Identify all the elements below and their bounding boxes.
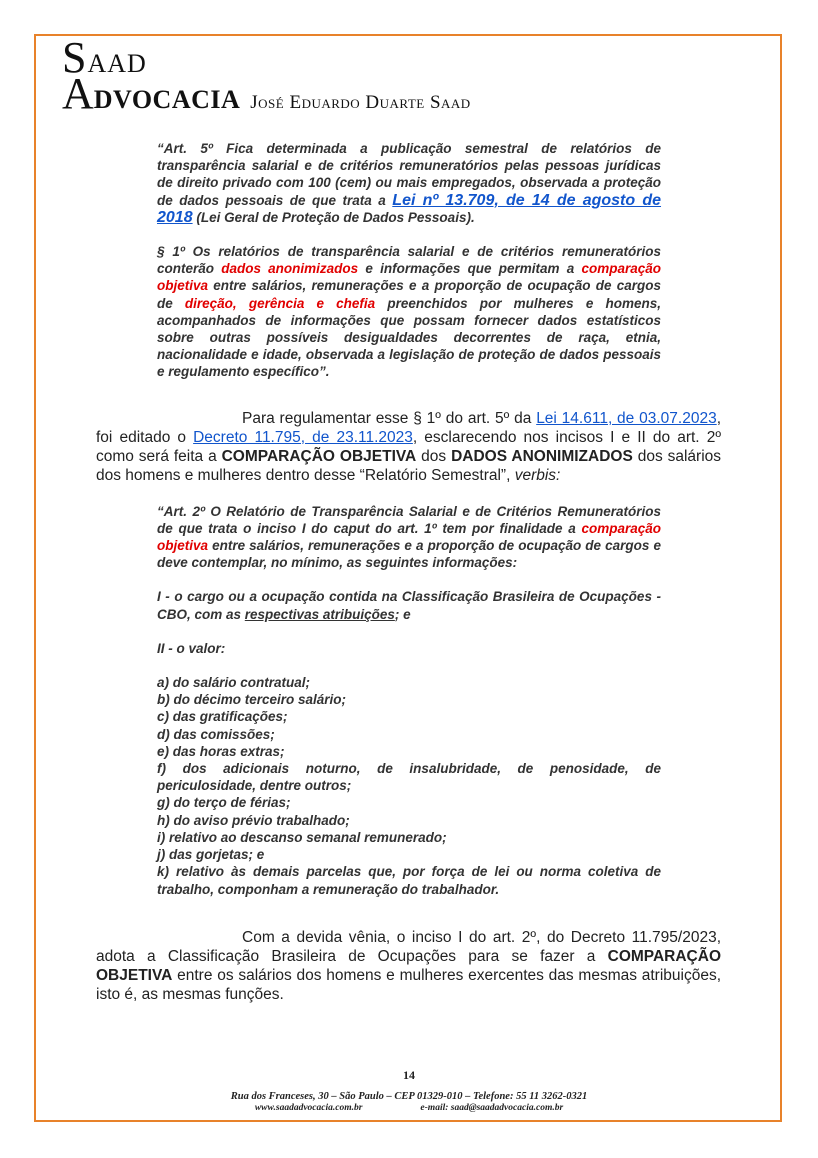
footer-contacts [0, 1103, 818, 1113]
quote-text: entre salários, remunerações e a proporção de ocupação de cargos e deve contemplar, no mínimo, as seguintes informações: [157, 538, 661, 571]
logo-letter-a: A [62, 69, 94, 118]
highlight-direcao-gerencia-chefia: direção, gerência e chefia [184, 295, 376, 311]
body-text: dos [416, 447, 452, 465]
footer-address: Rua dos Franceses, 30 – São Paulo – CEP 01329-010 – Telefone: 55 11 3262-0321 [230, 1091, 588, 1102]
letterhead [62, 33, 662, 118]
footer-email[interactable]: e-mail: saad@saadadvocacia.com.br [420, 1103, 564, 1113]
inciso-ii: II - o valor: [157, 640, 226, 656]
body-text: entre os salários dos homens e mulheres exercentes das mesmas atribuições, isto é, as mesmas funções. [96, 966, 721, 1003]
page-footer [0, 1068, 818, 1113]
quote-art5-caput [157, 140, 661, 226]
quote-text: “Art. 5º Fica determinada a publicação semestral de relatórios de transparência salarial e de critérios remuneratórios pelas pessoas jurídicas de direito privado com 100 (cem) ou mais empregados, observada a proteção de dados pessoais de que trata a [157, 141, 661, 208]
quote-art5 [157, 140, 661, 381]
body-text: Para regulamentar esse § 1º do art. 5º da [242, 409, 537, 427]
list-item: a) do salário contratual; [157, 675, 311, 691]
inciso-i [157, 588, 661, 622]
footer-website[interactable]: www.saadadvocacia.com.br [254, 1103, 363, 1113]
list-item: b) do décimo terceiro salário; [157, 692, 347, 708]
highlight-dados-anonimizados: dados anonimizados [221, 261, 359, 277]
page-number: 14 [403, 1068, 415, 1082]
highlight-comparacao-objetiva: comparação objetiva [157, 261, 661, 294]
bold-dados-anonimizados: DADOS ANONIMIZADOS [451, 447, 633, 465]
lei-14611-link[interactable]: Lei 14.611, de 03.07.2023 [536, 409, 717, 427]
quote-art2-caput [157, 503, 661, 572]
quote-text: e informações que permitam a [358, 261, 582, 277]
list-item: j) das gorjetas; e [157, 847, 265, 863]
list-item: d) das comissões; [157, 726, 275, 742]
list-item: c) das gratificações; [157, 709, 288, 725]
list-item: e) das horas extras; [157, 743, 285, 759]
document-body [96, 140, 721, 1022]
quote-text: (Lei Geral de Proteção de Dados Pessoais). [192, 209, 475, 225]
body-text: , esclarecendo nos incisos I e II do art. 2º como será feita a [96, 428, 721, 465]
bold-comparacao-objetiva-2: COMPARAÇÃO OBJETIVA [96, 947, 721, 984]
lei-13709-link[interactable]: Lei nº 13.709, de 14 de agosto de 2018 [157, 191, 662, 226]
quote-art5-paragraph1 [157, 243, 661, 381]
quote-text: § 1º Os relatórios de transparência salarial e de critérios remuneratórios conterão [157, 244, 661, 277]
verbis: verbis: [514, 466, 561, 484]
logo-bottom-line [62, 68, 471, 119]
logo-letter-s: S [62, 33, 88, 82]
quote-art2 [157, 503, 661, 898]
paragraph-devida-venia [96, 928, 721, 1004]
quote-text: ; e [394, 606, 411, 622]
list-item: g) do terço de férias; [157, 795, 291, 811]
quote-text: I - o cargo ou a ocupação contida na Classificação Brasileira de Ocupações - CBO, com as [157, 589, 661, 622]
body-text: Com a devida vênia, o inciso I do art. 2º, do Decreto 11.795/2023, adota a Classificação Brasileira de Ocupações para se fazer a [96, 928, 721, 965]
paragraph-regulamentar [96, 409, 721, 485]
alineas-list [157, 674, 661, 898]
decreto-11795-link[interactable]: Decreto 11.795, de 23.11.2023 [193, 428, 413, 446]
list-item: h) do aviso prévio trabalhado; [157, 812, 350, 828]
respectivas-atribuicoes: respectivas atribuições [244, 606, 395, 622]
body-text: dos salários dos homens e mulheres dentro desse “Relatório Semestral”, [96, 447, 722, 484]
body-text: , foi editado o [96, 409, 721, 446]
list-item: f) dos adicionais noturno, de insalubridade, de penosidade, de periculosidade, dentre outros; [157, 761, 661, 794]
list-item: i) relativo ao descanso semanal remunerado; [157, 829, 447, 845]
highlight-comparacao-objetiva-2: comparação objetiva [157, 520, 661, 554]
lawyer-name: José Eduardo Duarte Saad [250, 92, 471, 113]
logo-dvocacia: DVOCACIA [93, 85, 241, 114]
quote-text: “Art. 2º O Relatório de Transparência Salarial e de Critérios Remuneratórios de que trata o inciso I do caput do art. 1º tem por finalidade a [157, 503, 661, 536]
logo-aad: AAD [87, 49, 147, 78]
quote-text: preenchidos por mulheres e homens, acompanhados de informações que possam fornecer dados estatísticos sobre outras possíveis desigualdades decorrentes de raça, etnia, nacionalidade e idade, observada a legislação de proteção de dados pessoais e regulamento específico”. [157, 295, 661, 380]
quote-text: entre salários, remunerações e a proporção de ocupação de cargos de [157, 278, 661, 311]
list-item: k) relativo às demais parcelas que, por força de lei ou norma coletiva de trabalho, componham a remuneração do trabalhador. [157, 864, 661, 897]
bold-comparacao-objetiva: COMPARAÇÃO OBJETIVA [221, 447, 417, 465]
